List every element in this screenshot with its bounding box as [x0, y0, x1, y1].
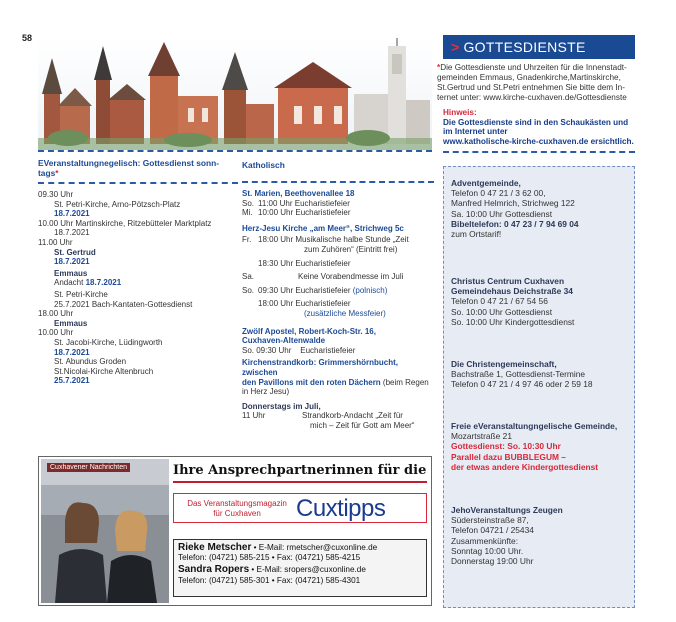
- section-title-text: GOTTESDIENSTE: [463, 39, 586, 55]
- list-item: So. 09:30 Uhr Eucharistiefeier: [242, 345, 356, 355]
- contact-phone: Telefon: (04721) 585-215 • Fax: (04721) 585-4215: [178, 553, 361, 563]
- evangelisch-heading: [38, 158, 238, 178]
- hinweis-notice: [443, 108, 643, 146]
- list-item: 18.7.2021: [54, 347, 90, 357]
- list-item: St.Nicolai-Kirche Altenbruch: [54, 366, 154, 376]
- list-item: 09.30 Uhr: [38, 190, 74, 199]
- ad-banner: Ihre Ansprechpartnerinnen für die: [173, 463, 427, 483]
- evangelisch-list: [38, 190, 238, 386]
- asterisk: *: [55, 168, 59, 178]
- strandkorb-note: (beim Regen: [380, 377, 429, 387]
- list-item: St. Petri-Kirche: [54, 289, 108, 299]
- donnerstags-label: Donnerstags im Juli,: [242, 401, 321, 411]
- christus-centrum-entry: Christus Centrum Cuxhaven Gemeindehaus Deichstraße 34 Telefon 0 47 21 / 67 54 56 So. 10:00 Uhr Gottesdienst So. 10:00 Uhr Kindergottesdienst: [451, 276, 575, 327]
- divider: [443, 151, 635, 153]
- christengemeinschaft-entry: Die Christengemeinschaft, Bachstraße 1, Gottesdienst-Termine Telefon 0 47 21 / 4 97 46 oder 2 59 18: [451, 359, 593, 390]
- contact-email[interactable]: • E-Mail: rmetscher@cuxonline.de: [251, 543, 378, 552]
- contact-email[interactable]: • E-Mail: sropers@cuxonline.de: [249, 565, 366, 575]
- list-item: 10.00 Uhr: [38, 328, 74, 338]
- list-item: 18:00 Uhr Eucharistiefeier: [258, 299, 351, 309]
- katholisch-heading: Katholisch: [242, 160, 285, 170]
- adventgemeinde-entry: Adventgemeinde, Telefon 0 47 21 / 3 62 00, Manfred Helmrich, Strichweg 122 Sa. 10:00 Uhr Gottesdienst Bibeltelefon: 0 47 23 / 7 94 69 04 zum Ortstarif!: [451, 178, 579, 240]
- page-number: 58: [22, 33, 33, 43]
- list-item: St. Petri-Kirche, Arno-Pötzsch-Platz: [54, 199, 181, 209]
- intro-text: [437, 63, 643, 103]
- list-item: 18:30 Uhr Eucharistiefeier: [258, 258, 351, 268]
- divider: [242, 181, 434, 183]
- intro-line: St.Gertrud und St.Petri entnehmen Sie bitte dem In-: [437, 83, 625, 92]
- section-title: [443, 35, 635, 59]
- contact-photo: [41, 459, 169, 603]
- divider: [38, 182, 238, 184]
- list-item: 11.00 Uhr: [38, 237, 73, 247]
- hinweis-link[interactable]: www.katholische-kirche-cuxhaven.de ersichtlich.: [443, 136, 634, 146]
- intro-line: gemeinden Emmaus, Gnadenkirche,Martinskirche,: [437, 73, 621, 82]
- list-item: zum Zuhören“ (Eintritt frei): [304, 244, 398, 254]
- church-skyline-image: [38, 38, 432, 150]
- contact-name: Rieke Metscher: [178, 542, 252, 553]
- list-item: 10.00 Uhr Martinskirche, Ritzebütteler Marktplatz: [38, 218, 212, 228]
- contact-name: Sandra Ropers: [178, 564, 250, 576]
- cuxtipps-logo-box: [173, 493, 427, 523]
- magazine-tagline: Das Veranstaltungsmagazin: [187, 499, 287, 508]
- contact-phone: Telefon: (04721) 585-301 • Fax: (04721) 585-4301: [178, 575, 361, 585]
- list-item: 25.7.2021: [54, 376, 90, 386]
- hinweis-label: Hinweis:: [443, 108, 477, 117]
- arrow-icon: >: [451, 39, 460, 55]
- list-item: St. Jacobi-Kirche, Lüdingworth: [54, 337, 163, 347]
- list-item: mich – Zeit für Gott am Meer“: [310, 420, 415, 430]
- hinweis-line: Die Gottesdienste sind in den Schaukästen und: [443, 117, 629, 127]
- heading-line: tags: [38, 168, 56, 178]
- list-item: Fr. 18:00 Uhr Musikalische halbe Stunde „Zeit: [242, 235, 409, 245]
- church-title: Zwölf Apostel, Robert-Koch-Str. 16,: [242, 326, 376, 336]
- list-item: 18.7.2021: [54, 209, 90, 219]
- store-sign: Cuxhavener Nachrichten: [47, 463, 130, 472]
- evangelisch-column: [38, 158, 238, 386]
- intro-line: ternet unter: www.kirche-cuxhaven.de/Gottesdienste: [437, 93, 627, 102]
- list-item: So. 11:00 Uhr Eucharistiefeier: [242, 198, 350, 208]
- zeugen-entry: JehoVeranstaltungs Zeugen Südersteinstraße 87, Telefon 04721 / 25434 Zusammenkünfte: Sonntag 10:00 Uhr. Donnerstag 19:00 Uhr: [451, 505, 563, 567]
- list-item: St. Gertrud: [54, 247, 96, 257]
- list-item: Andacht 18.7.2021: [54, 278, 122, 288]
- hinweis-line: im Internet unter: [443, 127, 508, 137]
- contact-box: [173, 539, 427, 597]
- cuxtipps-advertisement[interactable]: [38, 456, 432, 606]
- freie-gemeinde-entry: Freie eVeranstaltungngelische Gemeinde, Mozartstraße 21 Gottesdienst: So. 10:30 Uhr Parallel dazu BUBBLEGUM – der etwas andere Kindergottesdienst: [451, 421, 618, 472]
- church-title: Cuxhaven-Altenwalde: [242, 336, 326, 346]
- strandkorb-note: in Herz Jesu): [242, 387, 290, 397]
- list-item: 18.00 Uhr: [38, 309, 74, 319]
- list-item: 18.7.2021: [54, 228, 90, 238]
- church-title: Herz-Jesu Kirche „am Meer“, Strichweg 5c: [242, 223, 404, 233]
- cuxtipps-logo: Cuxtipps: [296, 495, 386, 522]
- list-item: Emmaus: [54, 268, 88, 278]
- divider: [38, 150, 432, 152]
- list-item: Mi. 10:00 Uhr Eucharistiefeier: [242, 208, 351, 218]
- asterisk: *: [437, 63, 441, 72]
- magazine-tagline: für Cuxhaven: [213, 509, 261, 518]
- heading-line: EVeranstaltungnegelisch: Gottesdienst sonn-: [38, 158, 220, 168]
- list-item: 18.7.2021: [54, 257, 90, 267]
- list-item: Sa. Keine Vorabendmesse im Juli: [242, 272, 404, 282]
- strandkorb-title: Kirchenstrandkorb: Grimmershörnbucht, zwischen: [242, 358, 399, 377]
- list-item: Emmaus: [54, 318, 88, 328]
- katholisch-column: [242, 158, 434, 430]
- strandkorb-title: den Pavillons mit den roten Dächern: [242, 377, 381, 387]
- list-item: St. Abundus Groden: [54, 357, 127, 367]
- list-item: (zusätzliche Messfeier): [304, 308, 386, 318]
- list-item: So. 09:30 Uhr Eucharistiefeier (polnisch): [242, 285, 388, 295]
- intro-line: Die Gottesdienste und Uhrzeiten für die Innenstadt-: [440, 63, 627, 72]
- list-item: 25.7.2021 Bach-Kantaten-Gottesdienst: [54, 299, 193, 309]
- church-title: St. Marien, Beethovenallee 18: [242, 189, 355, 198]
- list-item: 11 Uhr Strandkorb-Andacht „Zeit für: [242, 411, 403, 421]
